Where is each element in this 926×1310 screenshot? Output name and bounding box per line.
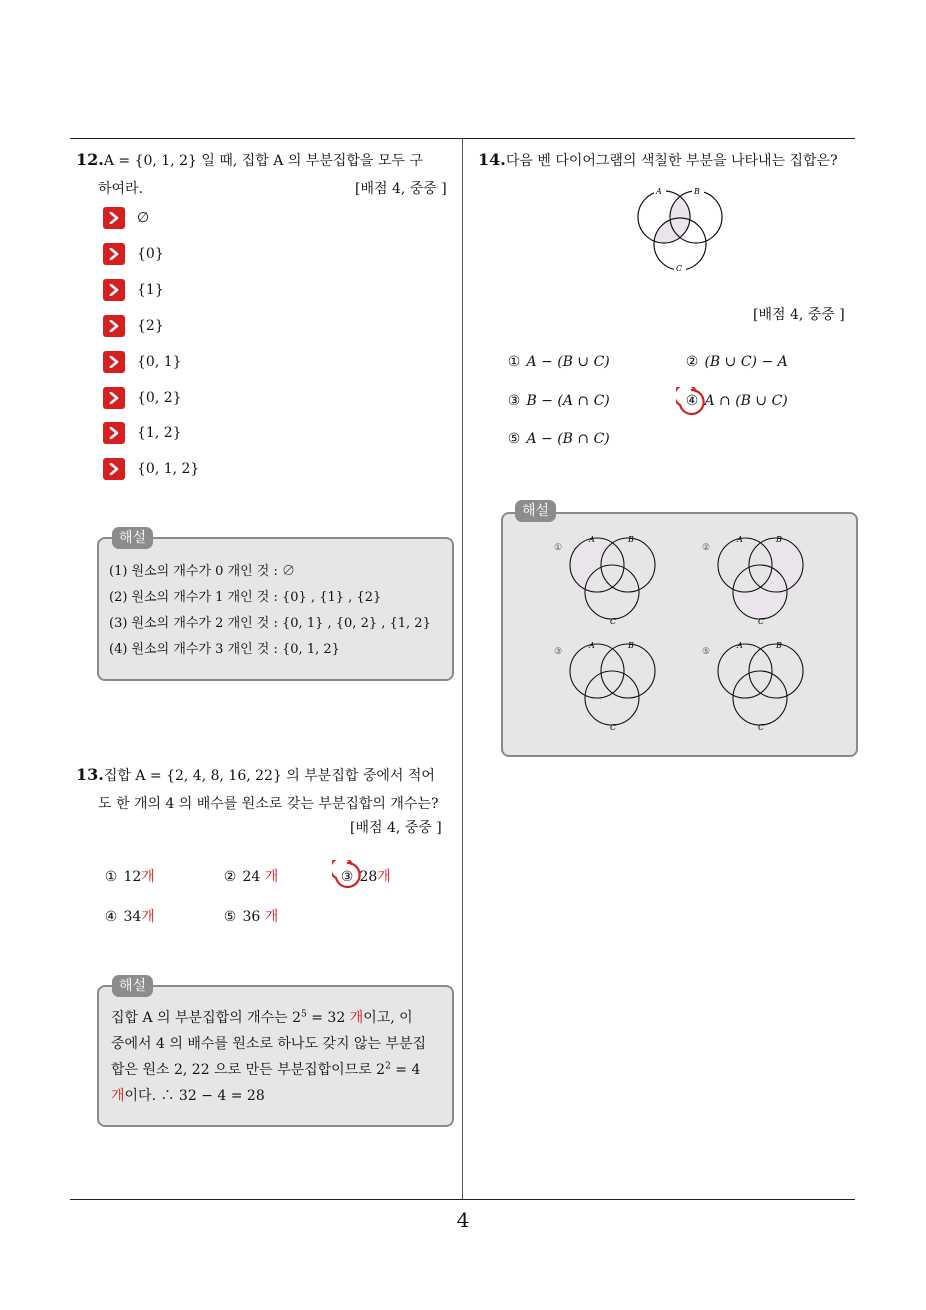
chevron-right-icon: [103, 387, 125, 409]
choice-2[interactable]: ② (B ∪ C) − A: [685, 354, 788, 370]
choice-5[interactable]: ⑤ A − (B ∩ C): [507, 431, 610, 447]
answer-item: [103, 421, 182, 445]
svg-text:①: ①: [554, 543, 563, 553]
chevron-right-icon: [103, 458, 125, 480]
answer-text: {0, 1}: [137, 353, 182, 370]
venn-diagram: [628, 180, 732, 276]
question-13: [76, 760, 435, 791]
choice-2[interactable]: ② 24 개: [223, 869, 279, 885]
answer-text: {0, 1, 2}: [137, 461, 200, 478]
question-text-line2: 도 한 개의 4 의 배수를 원소로 갖는 부분집합의 개수는?: [98, 796, 439, 812]
mini-venn-4: [700, 638, 810, 734]
answer-item: [103, 386, 182, 410]
choice-5[interactable]: ⑤ 36 개: [223, 909, 279, 925]
choice-3[interactable]: ③ 28개: [340, 869, 391, 885]
chevron-right-icon: [103, 207, 125, 229]
svg-text:B: B: [776, 641, 782, 650]
svg-text:A: A: [737, 641, 743, 650]
answer-circle-mark: [676, 387, 706, 417]
chevron-right-icon: [103, 315, 125, 337]
answer-circle-mark: [332, 860, 362, 890]
mini-venn-1: [552, 532, 662, 628]
svg-text:⑤: ⑤: [702, 647, 711, 657]
svg-text:B: B: [776, 535, 782, 544]
chevron-right-icon: [103, 243, 125, 265]
svg-text:③: ③: [554, 647, 563, 657]
answer-text: {2}: [137, 317, 164, 334]
answer-text: {1}: [137, 281, 164, 298]
choice-4[interactable]: ④ A ∩ (B ∪ C): [685, 393, 788, 409]
explanation-box: [97, 537, 454, 681]
venn-label-b: B: [694, 187, 700, 196]
answer-text: ∅: [137, 210, 150, 226]
chevron-right-icon: [103, 351, 125, 373]
explanation-line: 합은 원소 2, 22 으로 만든 부분집합이므로 $2^2 = 4$: [111, 1061, 421, 1078]
answer-text: {0}: [137, 245, 164, 262]
svg-text:C: C: [610, 723, 617, 732]
svg-text:②: ②: [702, 543, 711, 553]
explanation-tag: 해설: [515, 500, 556, 522]
svg-text:C: C: [610, 617, 617, 626]
question-score: [배점 4, 중중 ]: [753, 307, 845, 323]
answer-item: [103, 457, 199, 481]
svg-text:A: A: [737, 535, 743, 544]
question-number: 14.: [478, 150, 506, 169]
column-divider: [462, 139, 463, 1200]
explanation-line: 집합 A 의 부분집합의 개수는 $2^5 = 32$ 개이고, 이: [111, 1009, 413, 1026]
question-text-line1: A = {0, 1, 2} 일 때, 집합 A 의 부분집합을 모두 구: [103, 153, 423, 169]
mini-venn-3: [552, 638, 662, 734]
answer-item: [103, 350, 182, 374]
chevron-right-icon: [103, 279, 125, 301]
choice-4[interactable]: ④ 34개: [104, 909, 155, 925]
question-12: [76, 145, 456, 176]
explanation-line: (2) 원소의 개수가 1 개인 것 : {0} , {1} , {2}: [109, 590, 382, 605]
venn-label-a: A: [656, 187, 662, 196]
explanation-line: 중에서 4 의 배수를 원소로 하나도 갖지 않는 부분집: [111, 1036, 426, 1052]
svg-text:C: C: [758, 617, 765, 626]
question-text-line1: 집합 A = {2, 4, 8, 16, 22} 의 부분집합 중에서 적어: [103, 768, 435, 784]
venn-label-c: C: [676, 264, 683, 273]
explanation-tag: 해설: [112, 527, 153, 549]
question-number: 12.: [76, 150, 104, 169]
choice-1[interactable]: ① 12개: [104, 869, 155, 885]
question-text: 다음 벤 다이어그램의 색칠한 부분을 나타내는 집합은?: [505, 153, 838, 169]
svg-text:C: C: [758, 723, 765, 732]
svg-text:A: A: [589, 641, 595, 650]
explanation-line: 개이다. ∴ 32 − 4 = 28: [111, 1088, 265, 1104]
choice-1[interactable]: ① A − (B ∪ C): [507, 354, 610, 370]
question-number: 13.: [76, 765, 104, 784]
page-number: 4: [456, 1208, 470, 1232]
question-score: [배점 4, 중중 ]: [350, 820, 442, 836]
question-text-line2: 하여라.: [98, 181, 144, 197]
explanation-tag: 해설: [112, 975, 153, 997]
mini-venn-2: [700, 532, 810, 628]
answer-item: [103, 278, 164, 302]
explanation-line: (1) 원소의 개수가 0 개인 것 : ∅: [109, 564, 296, 579]
answer-text: {1, 2}: [137, 425, 182, 442]
question-14: [478, 145, 838, 176]
explanation-line: (3) 원소의 개수가 2 개인 것 : {0, 1} , {0, 2} , {1, 2}: [109, 616, 431, 631]
choice-3[interactable]: ③ B − (A ∩ C): [507, 393, 610, 409]
answer-text: {0, 2}: [137, 389, 182, 406]
answer-item: [103, 206, 149, 230]
explanation-line: (4) 원소의 개수가 3 개인 것 : {0, 1, 2}: [109, 642, 340, 657]
bottom-rule: [70, 1199, 855, 1200]
svg-text:B: B: [628, 535, 634, 544]
svg-text:B: B: [628, 641, 634, 650]
answer-item: [103, 242, 164, 266]
chevron-right-icon: [103, 422, 125, 444]
svg-text:A: A: [589, 535, 595, 544]
answer-item: [103, 314, 164, 338]
question-score: [배점 4, 중중 ]: [355, 181, 447, 197]
